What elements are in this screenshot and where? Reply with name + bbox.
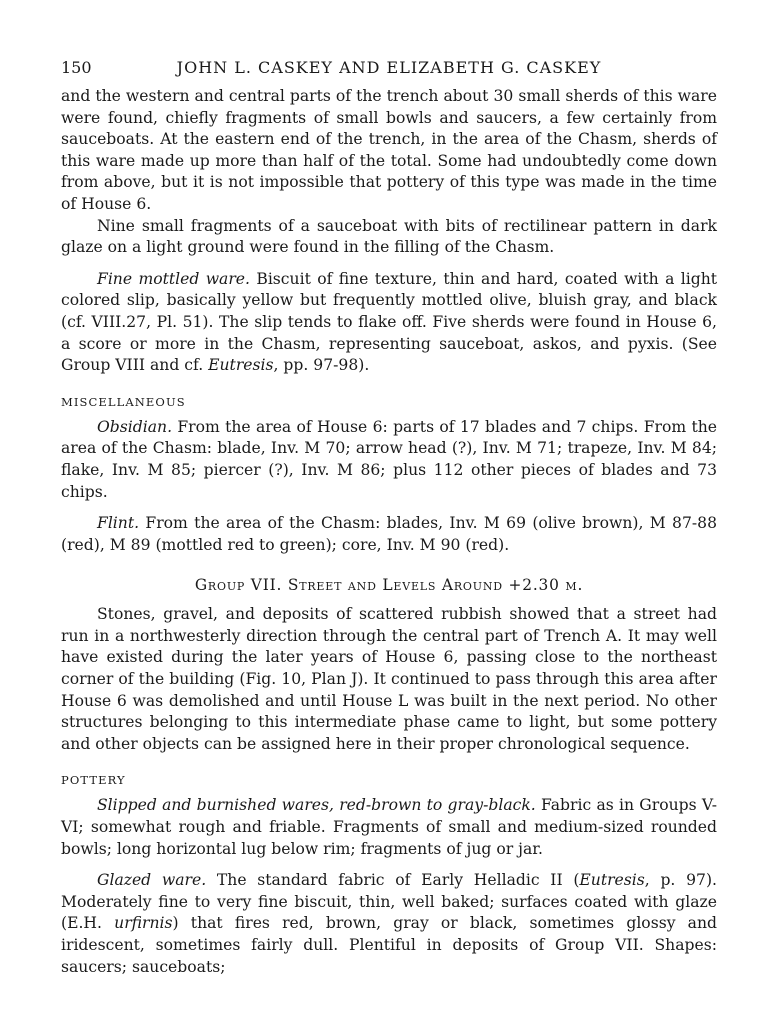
- term-urfirnis: urfirnis: [114, 914, 173, 933]
- ref-eutresis-2: Eutresis: [579, 871, 645, 890]
- ref-eutresis: Eutresis: [208, 356, 274, 375]
- page: [61, 58, 717, 978]
- paragraph-sauceboat-fragments: Nine small fragments of a sauceboat with bits of rectilinear pattern in dark glaze on a light ground were found in the filling of the Chasm.: [61, 216, 717, 257]
- paragraph-obsidian: Obsidian. From the area of House 6: parts of 17 blades and 7 chips. From the area of the Chasm: blade, Inv. M 70; arrow head (?), Inv. M 71; trapeze, Inv. M 84; flake, Inv. M 85; piercer (?), Inv. M 86; plus 112 other pieces of blades and 73 chips.: [61, 417, 717, 501]
- running-head: [61, 58, 717, 86]
- page-number: 150: [61, 58, 92, 77]
- section-heading-group-vii: Group VII. Street and Levels Around +2.30 m.: [194, 576, 584, 595]
- paragraph-ware-findings: and the western and central parts of the trench about 30 small sherds of this ware were found, chiefly fragments of small bowls and saucers, a few certainly from sauceboats. At the eastern end of the trench, in the area of the Chasm, sherds of this ware made up more than half of the total. Some had undoubtedly come down from above, but it is not impossible that pottery of this type was made in the time of House 6.: [61, 87, 717, 213]
- term-obsidian: Obsidian.: [97, 417, 173, 436]
- term-slipped-burnished: Slipped and burnished wares, red-brown to gray-black.: [97, 796, 536, 815]
- paragraph-fine-mottled-ware: Fine mottled ware. Biscuit of fine texture, thin and hard, coated with a light colored slip, basically yellow but frequently mottled olive, bluish gray, and black (cf. VIII.27, Pl. 51). The slip tends to flake off. Five sherds were found in House 6, a score or more in the Chasm, representing sauceboat, askos, and pyxis. (See Group VIII and cf. Eutresis, pp. 97-98).: [61, 269, 718, 375]
- section-label-miscellaneous: MISCELLANEOUS: [61, 394, 186, 409]
- paragraph-flint: Flint. From the area of the Chasm: blades, Inv. M 69 (olive brown), M 87-88 (red), M 89 (mottled red to green); core, Inv. M 90 (red).: [61, 514, 717, 554]
- term-glazed-ware: Glazed ware.: [97, 871, 207, 890]
- paragraph-street: Stones, gravel, and deposits of scattered rubbish showed that a street had run in a northwesterly direction through the central part of Trench A. It may well have existed during the later years of House 6, passing close to the northeast corner of the building (Fig. 10, Plan J). It continued to pass through this area after House 6 was demolished and until House L was built in the next period. No other structures belonging to this intermediate phase came to light, but some pottery and other objects can be assigned here in their proper chronological sequence.: [61, 605, 717, 753]
- term-fine-mottled-ware: Fine mottled ware.: [97, 269, 250, 288]
- section-label-pottery: POTTERY: [61, 773, 126, 788]
- paragraph-glazed-ware: Glazed ware. The standard fabric of Early Helladic II (Eutresis, p. 97). Moderately fine to very fine biscuit, thin, well baked; surfaces coated with glaze (E.H. urfirnis) that fires red, brown, gray or black, sometimes glossy and iridescent, sometimes fairly dull. Plentiful in deposits of Group VII. Shapes: saucers; sauceboats;: [61, 871, 718, 976]
- paragraph-slipped-burnished: Slipped and burnished wares, red-brown to gray-black. Fabric as in Groups V-VI; somewhat rough and friable. Fragments of small and medium-sized rounded bowls; long horizontal lug below rim; fragments of jug or jar.: [61, 796, 717, 858]
- term-flint: Flint.: [97, 514, 140, 533]
- running-title: JOHN L. CASKEY AND ELIZABETH G. CASKEY: [176, 58, 602, 77]
